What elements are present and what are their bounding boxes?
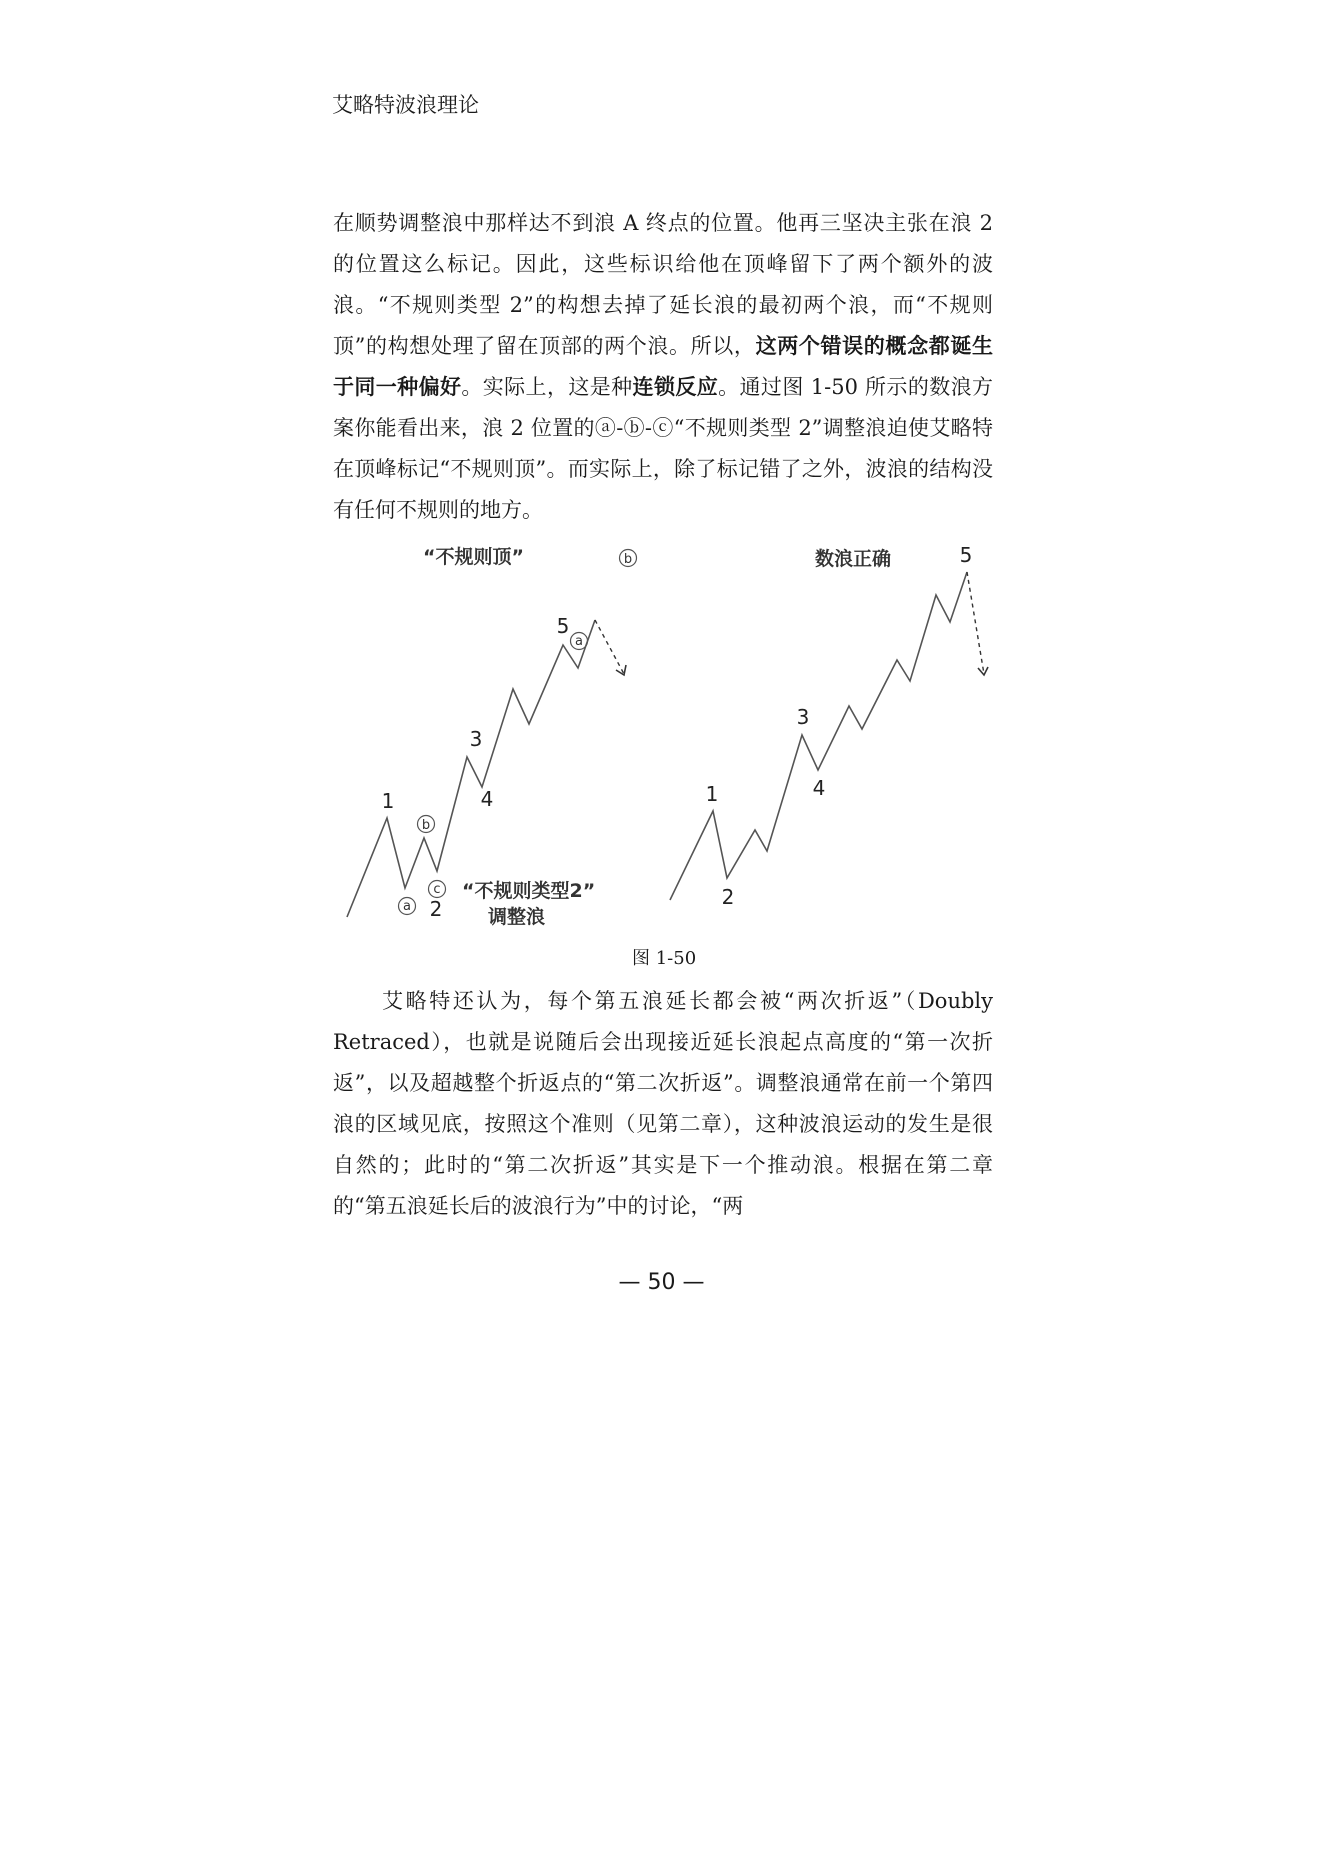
left-note-line1: “不规则类型2” [462,880,596,902]
label-c-low: c [433,882,441,897]
left-wave-3: 3 [469,727,483,751]
figure-caption: 图 1-50 [632,948,697,969]
right-wave-5: 5 [959,543,973,567]
left-figure-title: “不规则顶” [423,546,524,568]
left-wave-path [347,620,595,917]
page-number: — 50 — [618,1270,705,1295]
left-wave-2: 2 [429,897,443,921]
text-run: 在顺势调整浪中那样达不到浪 A 终点的位置。他再三坚决主张在浪 2 的位置这么标记。因此，这些标识给他在顶峰留下了两个额外的波浪。“不规则类型 2”的构想去掉了延长浪的最初两个浪，而“不规则顶”的构想处理了留在顶部的两个浪。所以， [333,211,993,358]
label-a-top: a [575,634,583,649]
right-wave-3: 3 [796,705,810,729]
left-arrowhead [616,665,626,675]
left-wave-1: 1 [381,789,395,813]
right-wave-path [670,572,967,900]
text-run: 。通过图 1-50 所示的数浪方案你能看出来，浪 2 位置的ⓐ-ⓑ-ⓒ“不规则类型 2”调整浪迫使艾略特在顶峰标记“不规则顶”。而实际上，除了标记错了之外，波浪的结构没有任何不规则的地方。 [333,375,994,522]
bold-run: 连锁反应 [632,375,719,399]
paragraph-1 [333,203,993,531]
running-header: 艾略特波浪理论 [332,93,479,117]
bold-run: 这两个错误的概念都诞生于同一种偏好 [333,334,993,399]
left-wave-4: 4 [480,787,494,811]
left-note-line2: 调整浪 [488,906,546,928]
right-wave-4: 4 [812,776,826,800]
label-b-top: b [623,552,633,567]
left-dashed-projection [595,620,624,674]
wave-figure [330,535,1010,930]
right-figure-title: 数浪正确 [815,548,892,570]
right-wave-1: 1 [705,782,719,806]
label-a-low: a [403,899,411,914]
right-dashed-projection [967,572,984,674]
right-wave-2: 2 [721,885,735,909]
text-run: 。实际上，这是种 [461,375,633,399]
label-b-low: b [421,818,431,833]
left-wave-5: 5 [556,614,570,638]
paragraph-2: 艾略特还认为，每个第五浪延长都会被“两次折返”（Doubly Retraced），也就是说随后会出现接近延长浪起点高度的“第一次折返”，以及超越整个折返点的“第二次折返”。调整浪通常在前一个第四浪的区域见底，按照这个准则（见第二章），这种波浪运动的发生是很自然的；此时的“第二次折返”其实是下一个推动浪。根据在第二章的“第五浪延长后的波浪行为”中的讨论，“两 [333,989,993,1218]
